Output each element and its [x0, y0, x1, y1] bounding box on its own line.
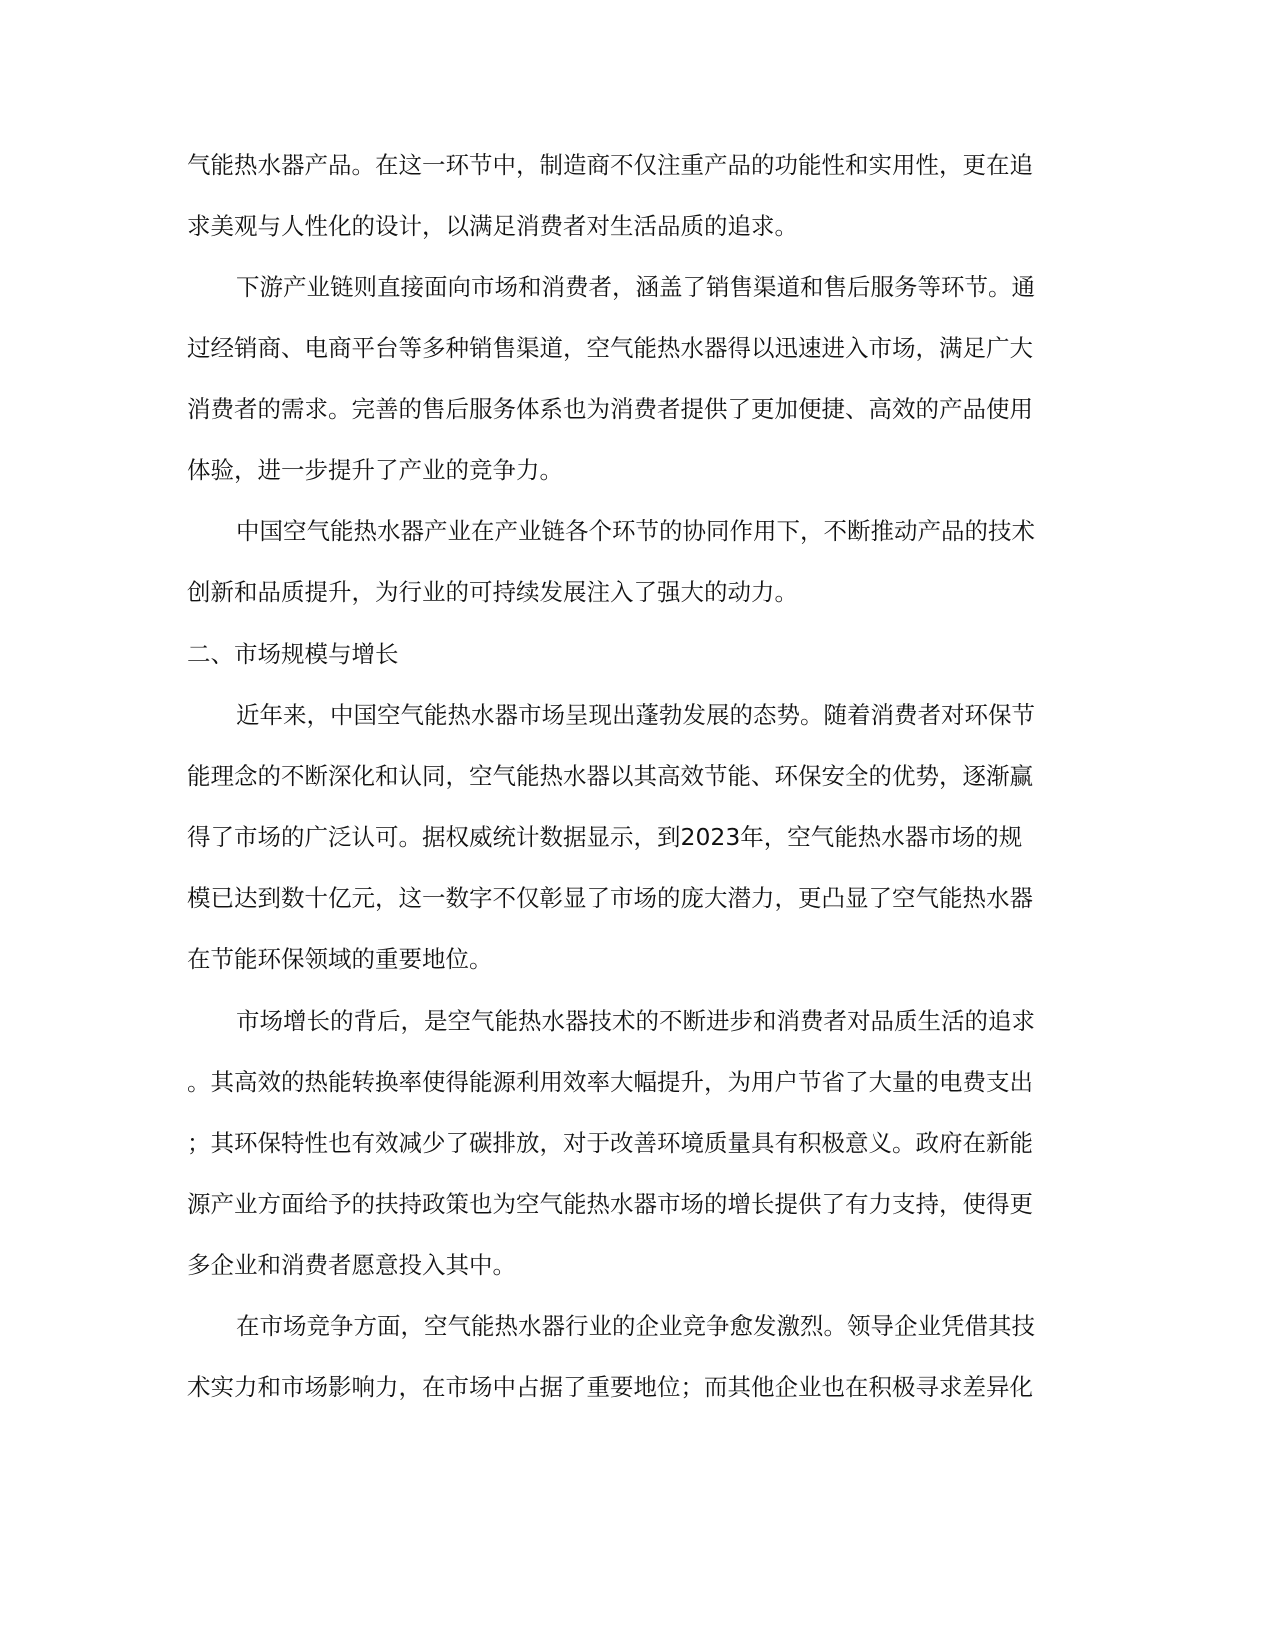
paragraph-line: 能理念的不断深化和认同，空气能热水器以其高效节能、环保安全的优势，逐渐赢: [187, 762, 1033, 790]
paragraph-line: 。其高效的热能转换率使得能源利用效率大幅提升，为用户节省了大量的电费支出: [187, 1068, 1033, 1096]
paragraph-line: 体验，进一步提升了产业的竞争力。: [187, 456, 563, 484]
paragraph-line: 求美观与人性化的设计，以满足消费者对生活品质的追求。: [187, 212, 798, 240]
paragraph-line: 得了市场的广泛认可。据权威统计数据显示，到2023年，空气能热水器市场的规: [187, 823, 1023, 851]
paragraph-line: 过经销商、电商平台等多种销售渠道，空气能热水器得以迅速进入市场，满足广大: [187, 334, 1033, 362]
paragraph-line: 模已达到数十亿元，这一数字不仅彰显了市场的庞大潜力，更凸显了空气能热水器: [187, 884, 1033, 912]
paragraph-line: 术实力和市场影响力，在市场中占据了重要地位；而其他企业也在积极寻求差异化: [187, 1373, 1033, 1401]
paragraph-line: 中国空气能热水器产业在产业链各个环节的协同作用下，不断推动产品的技术: [236, 517, 1035, 545]
paragraph-line: 在节能环保领域的重要地位。: [187, 945, 493, 973]
paragraph-line: 创新和品质提升，为行业的可持续发展注入了强大的动力。: [187, 578, 798, 606]
section-heading: 二、市场规模与增长: [187, 640, 399, 668]
paragraph-line: 多企业和消费者愿意投入其中。: [187, 1251, 516, 1279]
paragraph-line: 下游产业链则直接面向市场和消费者，涵盖了销售渠道和售后服务等环节。通: [236, 273, 1035, 301]
paragraph-line: 气能热水器产品。在这一环节中，制造商不仅注重产品的功能性和实用性，更在追: [187, 151, 1033, 179]
paragraph-line: 近年来，中国空气能热水器市场呈现出蓬勃发展的态势。随着消费者对环保节: [236, 701, 1035, 729]
paragraph-line: 源产业方面给予的扶持政策也为空气能热水器市场的增长提供了有力支持，使得更: [187, 1190, 1033, 1218]
paragraph-line: 在市场竞争方面，空气能热水器行业的企业竞争愈发激烈。领导企业凭借其技: [236, 1312, 1035, 1340]
paragraph-line: 市场增长的背后，是空气能热水器技术的不断进步和消费者对品质生活的追求: [236, 1007, 1035, 1035]
paragraph-line: ；其环保特性也有效减少了碳排放，对于改善环境质量具有积极意义。政府在新能: [187, 1129, 1033, 1157]
paragraph-line: 消费者的需求。完善的售后服务体系也为消费者提供了更加便捷、高效的产品使用: [187, 395, 1033, 423]
